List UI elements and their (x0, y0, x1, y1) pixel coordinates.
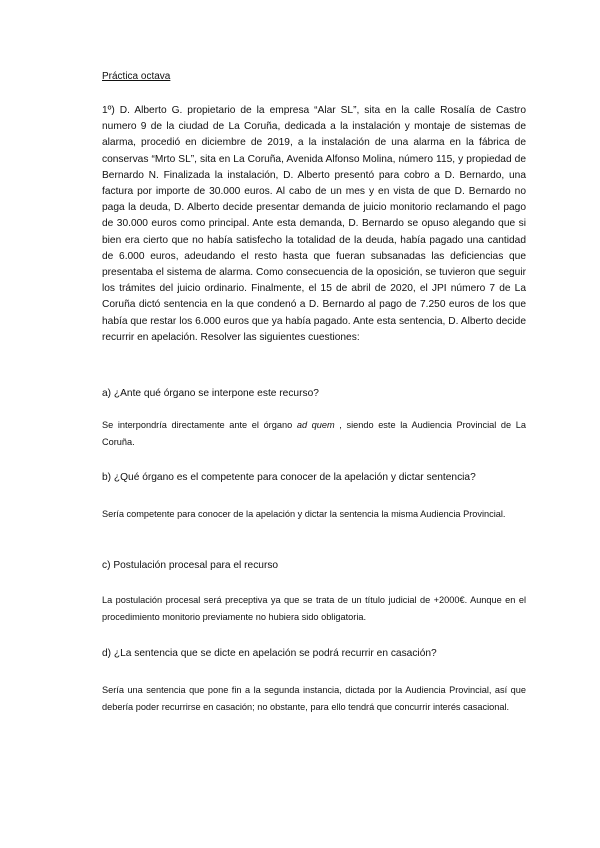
question-d: d) ¿La sentencia que se dicte en apelación se podrá recurrir en casación? (102, 648, 437, 659)
answer-c: La postulación procesal será preceptiva ya que se trata de un título judicial de +2000€. Aunque en el procedimiento monitorio previamente no hubiera sido obligatoria. (102, 595, 526, 622)
answer-a-part-1: Se interpondría directamente ante el órgano (102, 420, 297, 430)
case-statement (102, 103, 526, 346)
question-a: a) ¿Ante qué órgano se interpone este recurso? (102, 388, 319, 399)
question-b: b) ¿Qué órgano es el competente para conocer de la apelación y dictar sentencia? (102, 472, 476, 483)
answer-a-part-2: , siendo este la Audiencia Provincial de La Coruña. (102, 420, 526, 447)
case-statement-text: 1º) D. Alberto G. propietario de la empresa “Alar SL”, sita en la calle Rosalía de Castro numero 9 de la ciudad de La Coruña, dedicada a la instalación y montaje de sistemas de alarma, procedió en diciembre de 2019, a la instalación de una alarma en la fábrica de conservas “Mrto SL”, sita en La Coruña, Avenida Alfonso Molina, número 115, y propiedad de Bernardo N. Finalizada la instalación, D. Alberto presentó para cobro a D. Bernardo, una factura por importe de 30.000 euros. Al cabo de un mes y en vista de que D. Bernardo no paga la deuda, D. Alberto decide presentar demanda de juicio monitorio reclamando el pago de 30.000 euros como principal. Ante esta demanda, D. Bernardo se opuso alegando que si bien era cierto que no había satisfecho la totalidad de la deuda, había pagado una cantidad de 6.000 euros, adeudando el resto hasta que fueran subsanadas las deficiencias que presentaba el sistema de alarma. Como consecuencia de la oposición, se tuvieron que seguir los trámites del juicio ordinario. Finalmente, el 15 de abril de 2020, el JPI número 7 de La Coruña dictó sentencia en la que condenó a D. Bernardo al pago de 7.250 euros de los que había que restar los 6.000 euros que ya había pagado. Ante esta sentencia, D. Alberto decide recurrir en apelación. Resolver las siguientes cuestiones: (102, 105, 526, 343)
answer-a-italic-term: ad quem (296, 420, 335, 430)
answer-b: Sería competente para conocer de la apelación y dictar la sentencia la misma Audiencia Provincial. (102, 509, 506, 519)
page-title: Práctica octava (102, 71, 171, 82)
answer-a (102, 417, 526, 450)
question-c: c) Postulación procesal para el recurso (102, 560, 279, 571)
answer-d: Sería una sentencia que pone fin a la segunda instancia, dictada por la Audiencia Provincial, así que debería poder recurrirse en casación; no obstante, para ello tendrá que concurrir interés casacional. (102, 685, 526, 712)
